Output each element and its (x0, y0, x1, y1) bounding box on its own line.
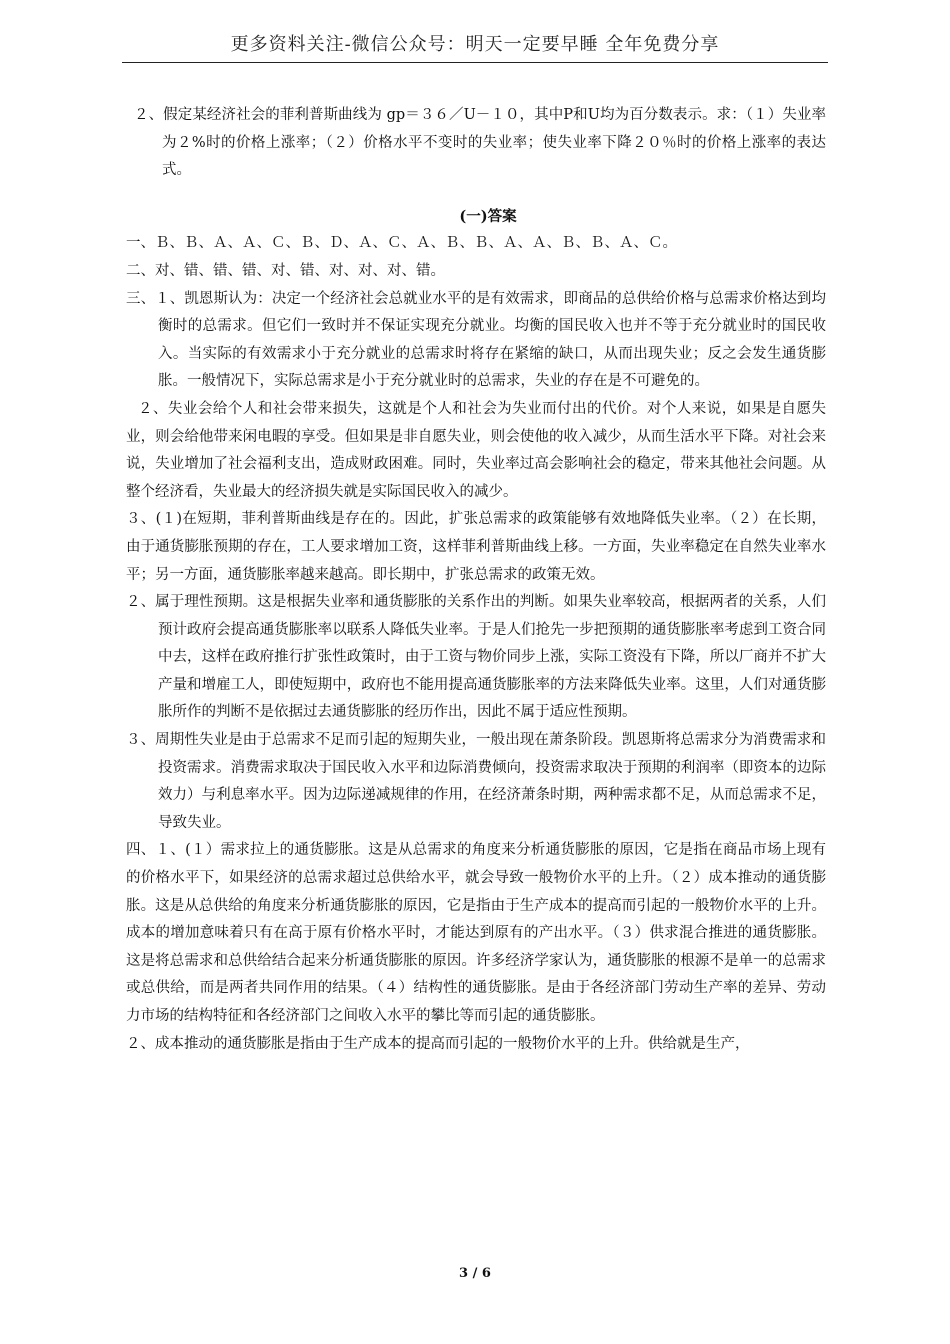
answer-section-3-item-5: ３、周期性失业是由于总需求不足而引起的短期失业，一般出现在萧条阶段。凯恩斯将总需求分为消费需求和投资需求。消费需求取决于国民收入水平和边际消费倾向，投资需求取决于预期的利润率（即资本的边际效力）与利息率水平。因为边际递减规律的作用，在经济萧条时期，两种需求都不足，从而总需求不足，导致失业。 (126, 732, 826, 831)
answer-section-1: 一、Ｂ、Ｂ、Ａ、Ａ、Ｃ、Ｂ、Ｄ、Ａ、Ｃ、Ａ、Ｂ、Ｂ、Ａ、Ａ、Ｂ、Ｂ、Ａ、Ｃ。 (126, 235, 677, 252)
answer-section-3-item-2: ２、失业会给个人和社会带来损失，这就是个人和社会为失业而付出的代价。对个人来说，如果是自愿失业，则会给他带来闲电暇的享受。但如果是非自愿失业，则会使他的收入减少，从而生活水平下降。对社会来说，失业增加了社会福利支出，造成财政困难。同时，失业率过高会影响社会的稳定，带来其他社会问题。从整个经济看，失业最大的经济损失就是实际国民收入的减少。 (126, 400, 826, 500)
header-text: 更多资料关注-微信公众号：明天一定要早睡 全年免费分享 (230, 34, 720, 55)
answer-title: (一)答案 (459, 207, 517, 225)
answer-section-3-item-1: 三、１、凯恩斯认为：决定一个经济社会总就业水平的是有效需求，即商品的总供给价格与总需求价格达到均衡时的总需求。但它们一致时并不保证实现充分就业。均衡的国民收入也并不等于充分就业时的国民收入。当实际的有效需求小于充分就业的总需求时将存在紧缩的缺口，从而出现失业；反之会发生通货膨胀。一般情况下，实际总需求是小于充分就业时的总需求，失业的存在是不可避免的。 (126, 290, 826, 390)
document-body (126, 102, 826, 1058)
question-2: ２、假定某经济社会的菲利普斯曲线为 gp＝３６／U－１０，其中P和U均为百分数表示。求：（１）失业率为２%时的价格上涨率；（２）价格水平不变时的失业率；使失业率下降２０％时的价格上涨率的表达式。 (134, 107, 826, 179)
answer-section-3-item-3: ３、(１)在短期，菲利普斯曲线是存在的。因此，扩张总需求的政策能够有效地降低失业率。（２）在长期，由于通货膨胀预期的存在，工人要求增加工资，这样菲利普斯曲线上移。一方面，失业率稳定在自然失业率水平；另一方面，通货膨胀率越来越高。即长期中，扩张总需求的政策无效。 (126, 511, 826, 583)
answer-section-3-item-4: ２、属于理性预期。这是根据失业率和通货膨胀的关系作出的判断。如果失业率较高，根据两者的关系，人们预计政府会提高通货膨胀率以联系人降低失业率。于是人们抢先一步把预期的通货膨胀率考虑到工资合同中去，这样在政府推行扩张性政策时，由于工资与物价同步上涨，实际工资没有下降，所以厂商并不扩大产量和增雇工人，即使短期中，政府也不能用提高通货膨胀率的方法来降低失业率。这里，人们对通货膨胀所作的判断不是依据过去通货膨胀的经历作出，因此不属于适应性预期。 (126, 594, 826, 721)
page-number: 3 / 6 (459, 1266, 491, 1281)
answer-section-4-item-1: 四、１、(１）需求拉上的通货膨胀。这是从总需求的角度来分析通货膨胀的原因，它是指在商品市场上现有的价格水平下，如果经济的总需求超过总供给水平，就会导致一般物价水平的上升。（２）成本推动的通货膨胀。这是从总供给的角度来分析通货膨胀的原因，它是指由于生产成本的提高而引起的一般物价水平的上升。成本的增加意味着只有在高于原有价格水平时，才能达到原有的产出水平。（３）供求混合推进的通货膨胀。这是将总需求和总供给结合起来分析通货膨胀的原因。许多经济学家认为，通货膨胀的根源不是单一的总需求或总供给，而是两者共同作用的结果。（４）结构性的通货膨胀。是由于各经济部门劳动生产率的差异、劳动力市场的结构特征和各经济部门之间收入水平的攀比等而引起的通货膨胀。 (126, 842, 826, 1024)
answer-section-4-item-2: ２、成本推动的通货膨胀是指由于生产成本的提高而引起的一般物价水平的上升。供给就是生产， (126, 1035, 750, 1052)
answer-section-2: 二、对、错、错、错、对、错、对、对、对、错。 (126, 262, 445, 279)
page-header (122, 0, 828, 63)
